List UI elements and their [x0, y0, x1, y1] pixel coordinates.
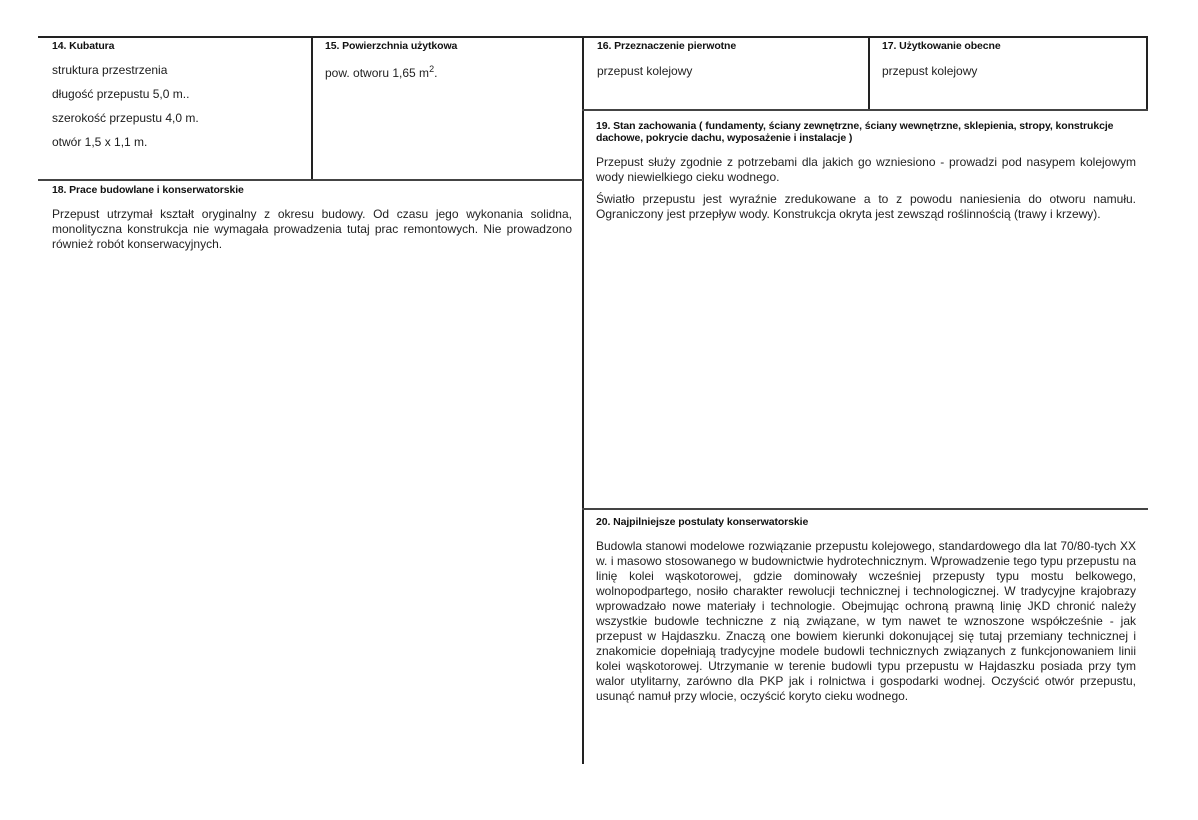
section-15-title: 15. Powierzchnia użytkowa [325, 40, 458, 52]
divider-14-18 [38, 179, 583, 181]
section-17 [882, 40, 1142, 79]
section-14-title: 14. Kubatura [52, 40, 115, 52]
section-20 [596, 516, 1136, 704]
section-16-title: 16. Przeznaczenie pierwotne [597, 40, 737, 52]
section-14-line: otwór 1,5 x 1,1 m. [52, 135, 148, 149]
section-14 [52, 40, 307, 158]
section-20-title: 20. Najpilniejsze postulaty konserwatorskie [596, 516, 809, 528]
section-15-trail: . [434, 66, 438, 80]
section-18-title: 18. Prace budowlane i konserwatorskie [52, 184, 244, 196]
divider-16-17 [868, 36, 870, 110]
section-15-value-wrap [325, 62, 577, 81]
section-14-line: struktura przestrzenia [52, 63, 168, 77]
section-15-unit-sup: 2 [429, 64, 435, 74]
divider-19-20 [582, 508, 1148, 510]
section-19-title: 19. Stan zachowania ( fundamenty, ściany zewnętrzne, ściany wewnętrzne, sklepienia, stropy, konstrukcje dachowe, pokrycie dachu, wyposażenie i instalacje ) [596, 120, 1114, 144]
section-19-para-2: Światło przepustu jest wyraźnie zredukowane a to z powodu naniesienia do otworu namułu. Ograniczony jest przepływ wody. Konstrukcja okryta jest zewsząd roślinnością (trawy i krzewy). [596, 192, 1136, 221]
section-14-line: szerokość przepustu 4,0 m. [52, 111, 199, 125]
divider-14-15 [311, 36, 313, 179]
section-19-para-1: Przepust służy zgodnie z potrzebami dla jakich go wzniesiono - prowadzi pod nasypem kolejowym wody niewielkiego cieku wodnego. [596, 155, 1136, 184]
section-18 [52, 184, 572, 252]
main-center-divider [582, 36, 584, 764]
section-20-text: Budowla stanowi modelowe rozwiązanie przepustu kolejowego, standardowego dla lat 70/80-tych XX w. i masowo stosowanego w budownictwie hydrotechnicznym. Wprowadzenie tego typu przepustu na linię kolei wąskotorowej, gdzie dominowały wcześniej przepusty typu mostu belkowego, wolnopodpartego, nosiło charakter rewolucji technicznej i technologicznej. W tradycyjne krajobrazy wprowadzało nowe materiały i technologie. Obejmując ochroną prawną linię JKD chronić należy wszystkie budowle techniczne z nią związane, w tym nawet te wznoszone współcześnie - jak przepust w Hajdaszku. Znaczą one bowiem kierunki dokonującej się tutaj przemiany technicznej i znakomicie dopełniają tradycyjne modele budowli technicznych związanych z funkcjonowaniem linii kolei wąskotorowej. Utrzymanie w terenie budowli typu przepustu w Hajdaszku posiada przy tym walor utylitarny, zarówno dla PKP jak i rolnictwa i gospodarki wodnej. Oczyścić otwór przepustu, usunąć namuł przy wlocie, oczyścić koryto cieku wodnego. [596, 539, 1136, 703]
section-19 [596, 120, 1136, 222]
section-14-line: długość przepustu 5,0 m.. [52, 87, 190, 101]
section-17-value: przepust kolejowy [882, 64, 978, 78]
section-16 [597, 40, 862, 79]
section-17-title: 17. Użytkowanie obecne [882, 40, 1001, 52]
section-15 [325, 40, 577, 81]
right-border-top [1146, 36, 1148, 111]
top-border [38, 36, 1148, 38]
divider-16-19 [582, 109, 1148, 111]
section-15-value: pow. otworu 1,65 m [325, 66, 430, 80]
section-16-value: przepust kolejowy [597, 64, 693, 78]
section-18-text: Przepust utrzymał kształt oryginalny z okresu budowy. Od czasu jego wykonania solidna, monolityczna konstrukcja nie wymagała prowadzenia tutaj prac remontowych. Nie prowadzono również robót konserwacyjnych. [52, 207, 572, 251]
